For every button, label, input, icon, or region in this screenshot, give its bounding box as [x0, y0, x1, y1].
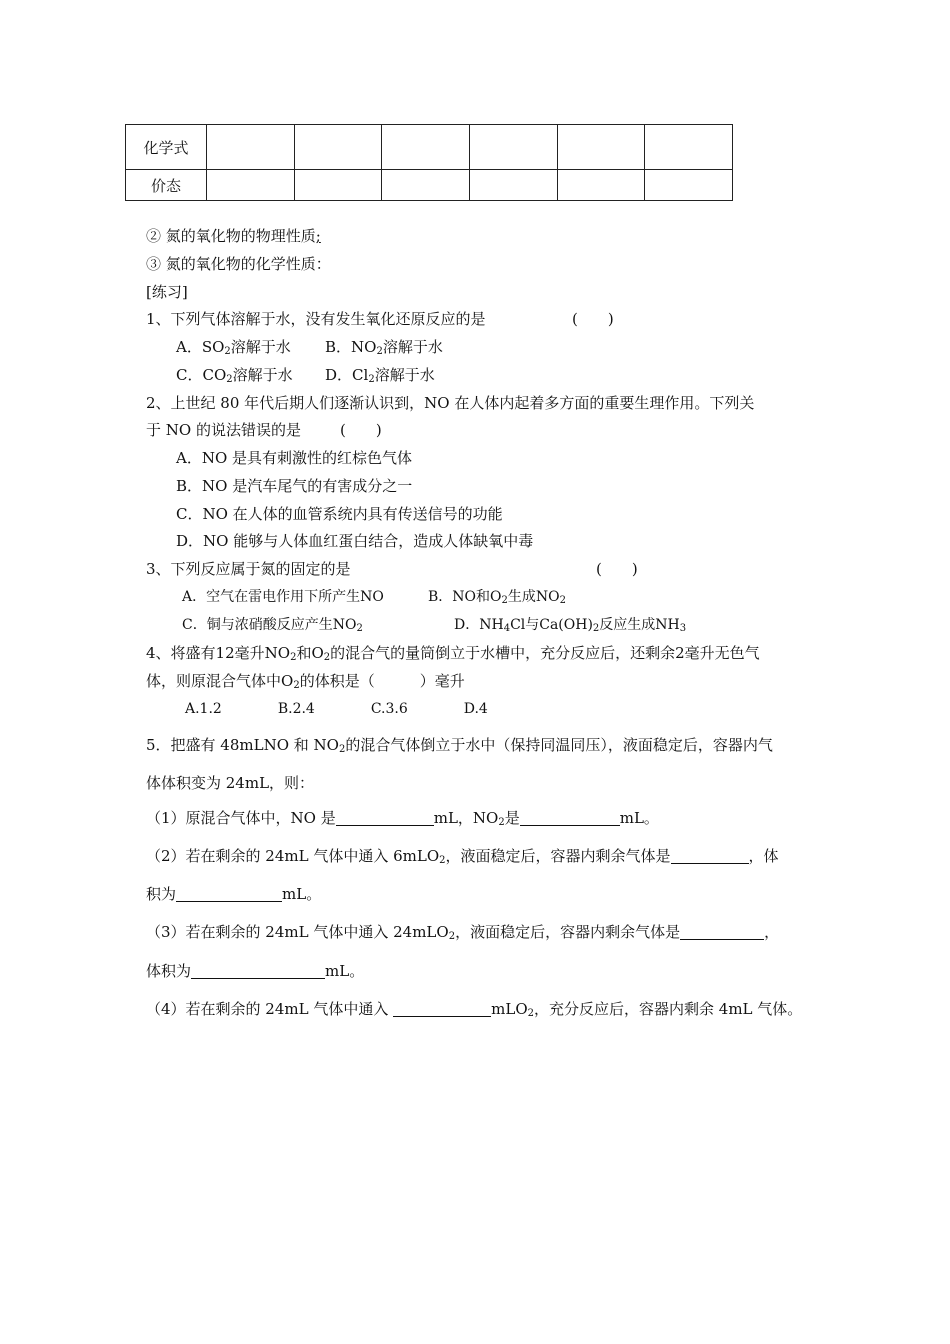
question-5-line-2: 体体积变为 24mL，则：: [146, 774, 315, 792]
option-c: C．铜与浓硝酸反应产生$NO_2$: [182, 617, 363, 634]
chemical-properties-heading: ③ 氮的氧化物的化学性质：: [146, 255, 331, 273]
question-5-sub-3-cont: 体积为 mL。: [146, 962, 365, 980]
question-1: 1、下列气体溶解于水，没有发生氧化还原反应的是: [146, 310, 486, 328]
answer-blank[interactable]: [680, 923, 764, 940]
valence-cell: [645, 170, 733, 201]
answer-blank[interactable]: [393, 1000, 491, 1017]
question-5-sub-3: （3）若在剩余的 24mL 气体中通入 24mLO$_2$，液面稳定后，容器内剩余气体是 ，: [146, 923, 780, 942]
valence-cell: [207, 170, 295, 201]
question-4-options: A.1.2 B.2.4 C.3.6 D.4: [185, 701, 488, 717]
answer-paren: ( ): [340, 421, 382, 439]
option-b: B．NO和$O_2$生成$NO_2$: [428, 589, 566, 606]
question-5-sub-2-cont: 积为 mL。: [146, 885, 322, 903]
answer-blank[interactable]: [191, 962, 325, 979]
practice-heading: [练习]: [146, 283, 188, 301]
question-5-sub-4: （4）若在剩余的 24mL 气体中通入 mLO$_2$，充分反应后，容器内剩余 4mL 气体。: [146, 1000, 803, 1019]
option-c: C．$CO_2$溶解于水: [176, 366, 293, 385]
option-d: D．$Cl_2$溶解于水: [325, 366, 435, 385]
option-b: B．NO 是汽车尾气的有害成分之一: [176, 477, 413, 495]
question-4-line-2: 体，则原混合气体中$O_2$的体积是（ ）毫升: [146, 672, 465, 691]
row-label-valence: 价态: [126, 170, 207, 201]
answer-paren: ( ): [596, 560, 638, 578]
valence-cell: [294, 170, 382, 201]
answer-blank[interactable]: [520, 809, 620, 826]
question-3: 3、下列反应属于氮的固定的是: [146, 560, 351, 578]
question-2-line-1: 2、上世纪 80 年代后期人们逐渐认识到，NO 在人体内起着多方面的重要生理作用。下列关: [146, 394, 755, 412]
formula-cell: [207, 125, 295, 170]
formula-cell: [557, 125, 645, 170]
option-a: A．NO 是具有刺激性的红棕色气体: [176, 449, 413, 467]
option-d: D．NO 能够与人体血红蛋白结合，造成人体缺氧中毒: [176, 532, 534, 550]
question-5-sub-2: （2）若在剩余的 24mL 气体中通入 6mLO$_2$，液面稳定后，容器内剩余气体是 ，体: [146, 847, 779, 866]
answer-blank[interactable]: [671, 847, 749, 864]
question-5-line-1: 5．把盛有 48mLNO 和 $NO_2$的混合气体倒立于水中（保持同温同压），液面稳定后，容器内气: [146, 736, 773, 755]
question-4-line-1: 4、将盛有12毫升$NO_2$和$O_2$的混合气的量筒倒立于水槽中，充分反应后，还剩余2毫升无色气: [146, 644, 760, 663]
physical-properties-heading: ② 氮的氧化物的物理性质;: [146, 227, 321, 245]
valence-cell: [469, 170, 557, 201]
answer-blank[interactable]: [336, 809, 434, 826]
option-a: A．$SO_2$溶解于水: [176, 338, 291, 357]
question-2-line-2: 于 NO 的说法错误的是: [146, 421, 301, 439]
formula-cell: [294, 125, 382, 170]
answer-paren: ( ): [572, 310, 614, 328]
valence-cell: [557, 170, 645, 201]
answer-blank[interactable]: [176, 885, 282, 902]
formula-cell: [382, 125, 470, 170]
formula-cell: [469, 125, 557, 170]
option-d: D．$NH_4Cl$与$Ca(OH)_2$反应生成$NH_3$: [454, 617, 687, 634]
option-c: C．NO 在人体的血管系统内具有传送信号的功能: [176, 505, 503, 523]
formula-cell: [645, 125, 733, 170]
row-label-formula: 化学式: [126, 125, 207, 170]
valence-cell: [382, 170, 470, 201]
valence-table: [125, 124, 733, 201]
option-a: A．空气在雷电作用下所产生NO: [182, 589, 384, 605]
question-5-sub-1: （1）原混合气体中，NO 是 mL，$NO_2$是 mL。: [146, 809, 659, 828]
option-b: B．$NO_2$溶解于水: [325, 338, 443, 357]
